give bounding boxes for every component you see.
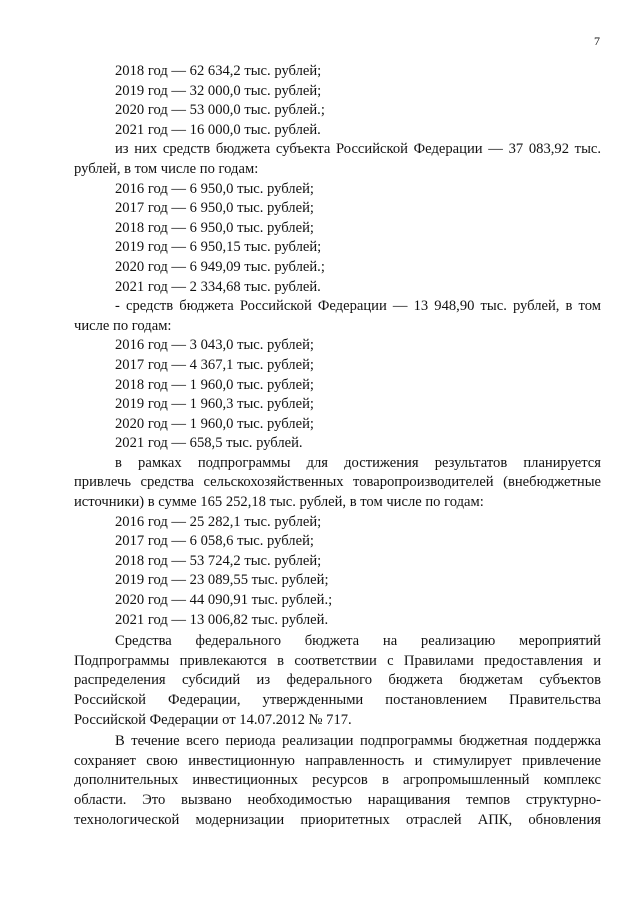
year-line: 2017 год — 6 058,6 тыс. рублей; xyxy=(115,533,314,550)
year-line: 2020 год — 6 949,09 тыс. рублей.; xyxy=(115,258,325,275)
year-line: 2016 год — 3 043,0 тыс. рублей; xyxy=(115,337,314,354)
paragraph-line: в рамках подпрограммы для достижения результатов планируется xyxy=(115,454,601,471)
paragraph-line: источники) в сумме 165 252,18 тыс. рублей, в том числе по годам: xyxy=(74,494,484,511)
year-line: 2021 год — 658,5 тыс. рублей. xyxy=(115,435,303,452)
paragraph-line: В течение всего периода реализации подпрограммы бюджетная поддержка xyxy=(115,733,601,750)
year-line: 2020 год — 53 000,0 тыс. рублей.; xyxy=(115,102,325,119)
year-line: 2019 год — 32 000,0 тыс. рублей; xyxy=(115,82,322,99)
year-line: 2016 год — 25 282,1 тыс. рублей; xyxy=(115,513,322,530)
year-line: 2019 год — 6 950,15 тыс. рублей; xyxy=(115,239,322,256)
paragraph-line: привлечь средства сельскохозяйственных товаропроизводителей (внебюджетные xyxy=(74,474,601,491)
year-line: 2019 год — 1 960,3 тыс. рублей; xyxy=(115,396,314,413)
paragraph-line: из них средств бюджета субъекта Российской Федерации — 37 083,92 тыс. xyxy=(115,141,601,158)
year-line: 2020 год — 1 960,0 тыс. рублей; xyxy=(115,415,314,432)
paragraph-line: Подпрограммы привлекаются в соответствии с Правилами предоставления и xyxy=(74,652,601,669)
year-line: 2018 год — 1 960,0 тыс. рублей; xyxy=(115,376,314,393)
paragraph-line: области. Это вызвано необходимостью наращивания темпов структурно- xyxy=(74,791,601,808)
paragraph-line: распределения субсидий из федерального бюджета бюджетам субъектов xyxy=(74,672,601,689)
year-line: 2018 год — 53 724,2 тыс. рублей; xyxy=(115,552,322,569)
year-line: 2017 год — 6 950,0 тыс. рублей; xyxy=(115,200,314,217)
subject-budget-paragraph xyxy=(74,140,601,179)
year-list-subject-budget xyxy=(74,180,601,298)
paragraph-line: Российской Федерации от 14.07.2012 № 717. xyxy=(74,711,352,728)
paragraph-line: Российской Федерации, утвержденными постановлением Правительства xyxy=(74,692,601,708)
page-number: 7 xyxy=(594,34,600,48)
year-list-extra-budget xyxy=(74,513,601,631)
year-line: 2018 год — 62 634,2 тыс. рублей; xyxy=(115,63,322,79)
budget-support-paragraph xyxy=(74,732,601,830)
paragraph-line: рублей, в том числе по годам: xyxy=(74,160,259,177)
extra-budget-paragraph xyxy=(74,454,601,513)
paragraph-line: Средства федерального бюджета на реализацию мероприятий xyxy=(115,633,601,650)
paragraph-line: технологической модернизации приоритетных отраслей АПК, обновления xyxy=(74,811,601,828)
year-line: 2016 год — 6 950,0 тыс. рублей; xyxy=(115,180,314,197)
year-line: 2021 год — 2 334,68 тыс. рублей. xyxy=(115,278,321,295)
year-line: 2021 год — 16 000,0 тыс. рублей. xyxy=(115,121,321,138)
year-line: 2018 год — 6 950,0 тыс. рублей; xyxy=(115,219,314,236)
paragraph-line: сохраняет свою инвестиционную направленность и стимулирует привлечение xyxy=(74,752,601,769)
year-line: 2021 год — 13 006,82 тыс. рублей. xyxy=(115,611,329,628)
year-list-federal-budget xyxy=(74,336,601,454)
paragraph-line: дополнительных инвестиционных ресурсов в агропромышленный комплекс xyxy=(74,772,601,789)
year-line: 2019 год — 23 089,55 тыс. рублей; xyxy=(115,572,329,589)
federal-budget-paragraph xyxy=(74,297,601,336)
document-body xyxy=(74,62,601,830)
paragraph-line: - средств бюджета Российской Федерации — 13 948,90 тыс. рублей, в том xyxy=(115,298,601,315)
federal-funds-paragraph xyxy=(74,632,601,730)
paragraph-line: числе по годам: xyxy=(74,317,172,334)
year-line: 2017 год — 4 367,1 тыс. рублей; xyxy=(115,356,314,373)
year-list-total xyxy=(74,62,601,140)
year-line: 2020 год — 44 090,91 тыс. рублей.; xyxy=(115,592,333,609)
